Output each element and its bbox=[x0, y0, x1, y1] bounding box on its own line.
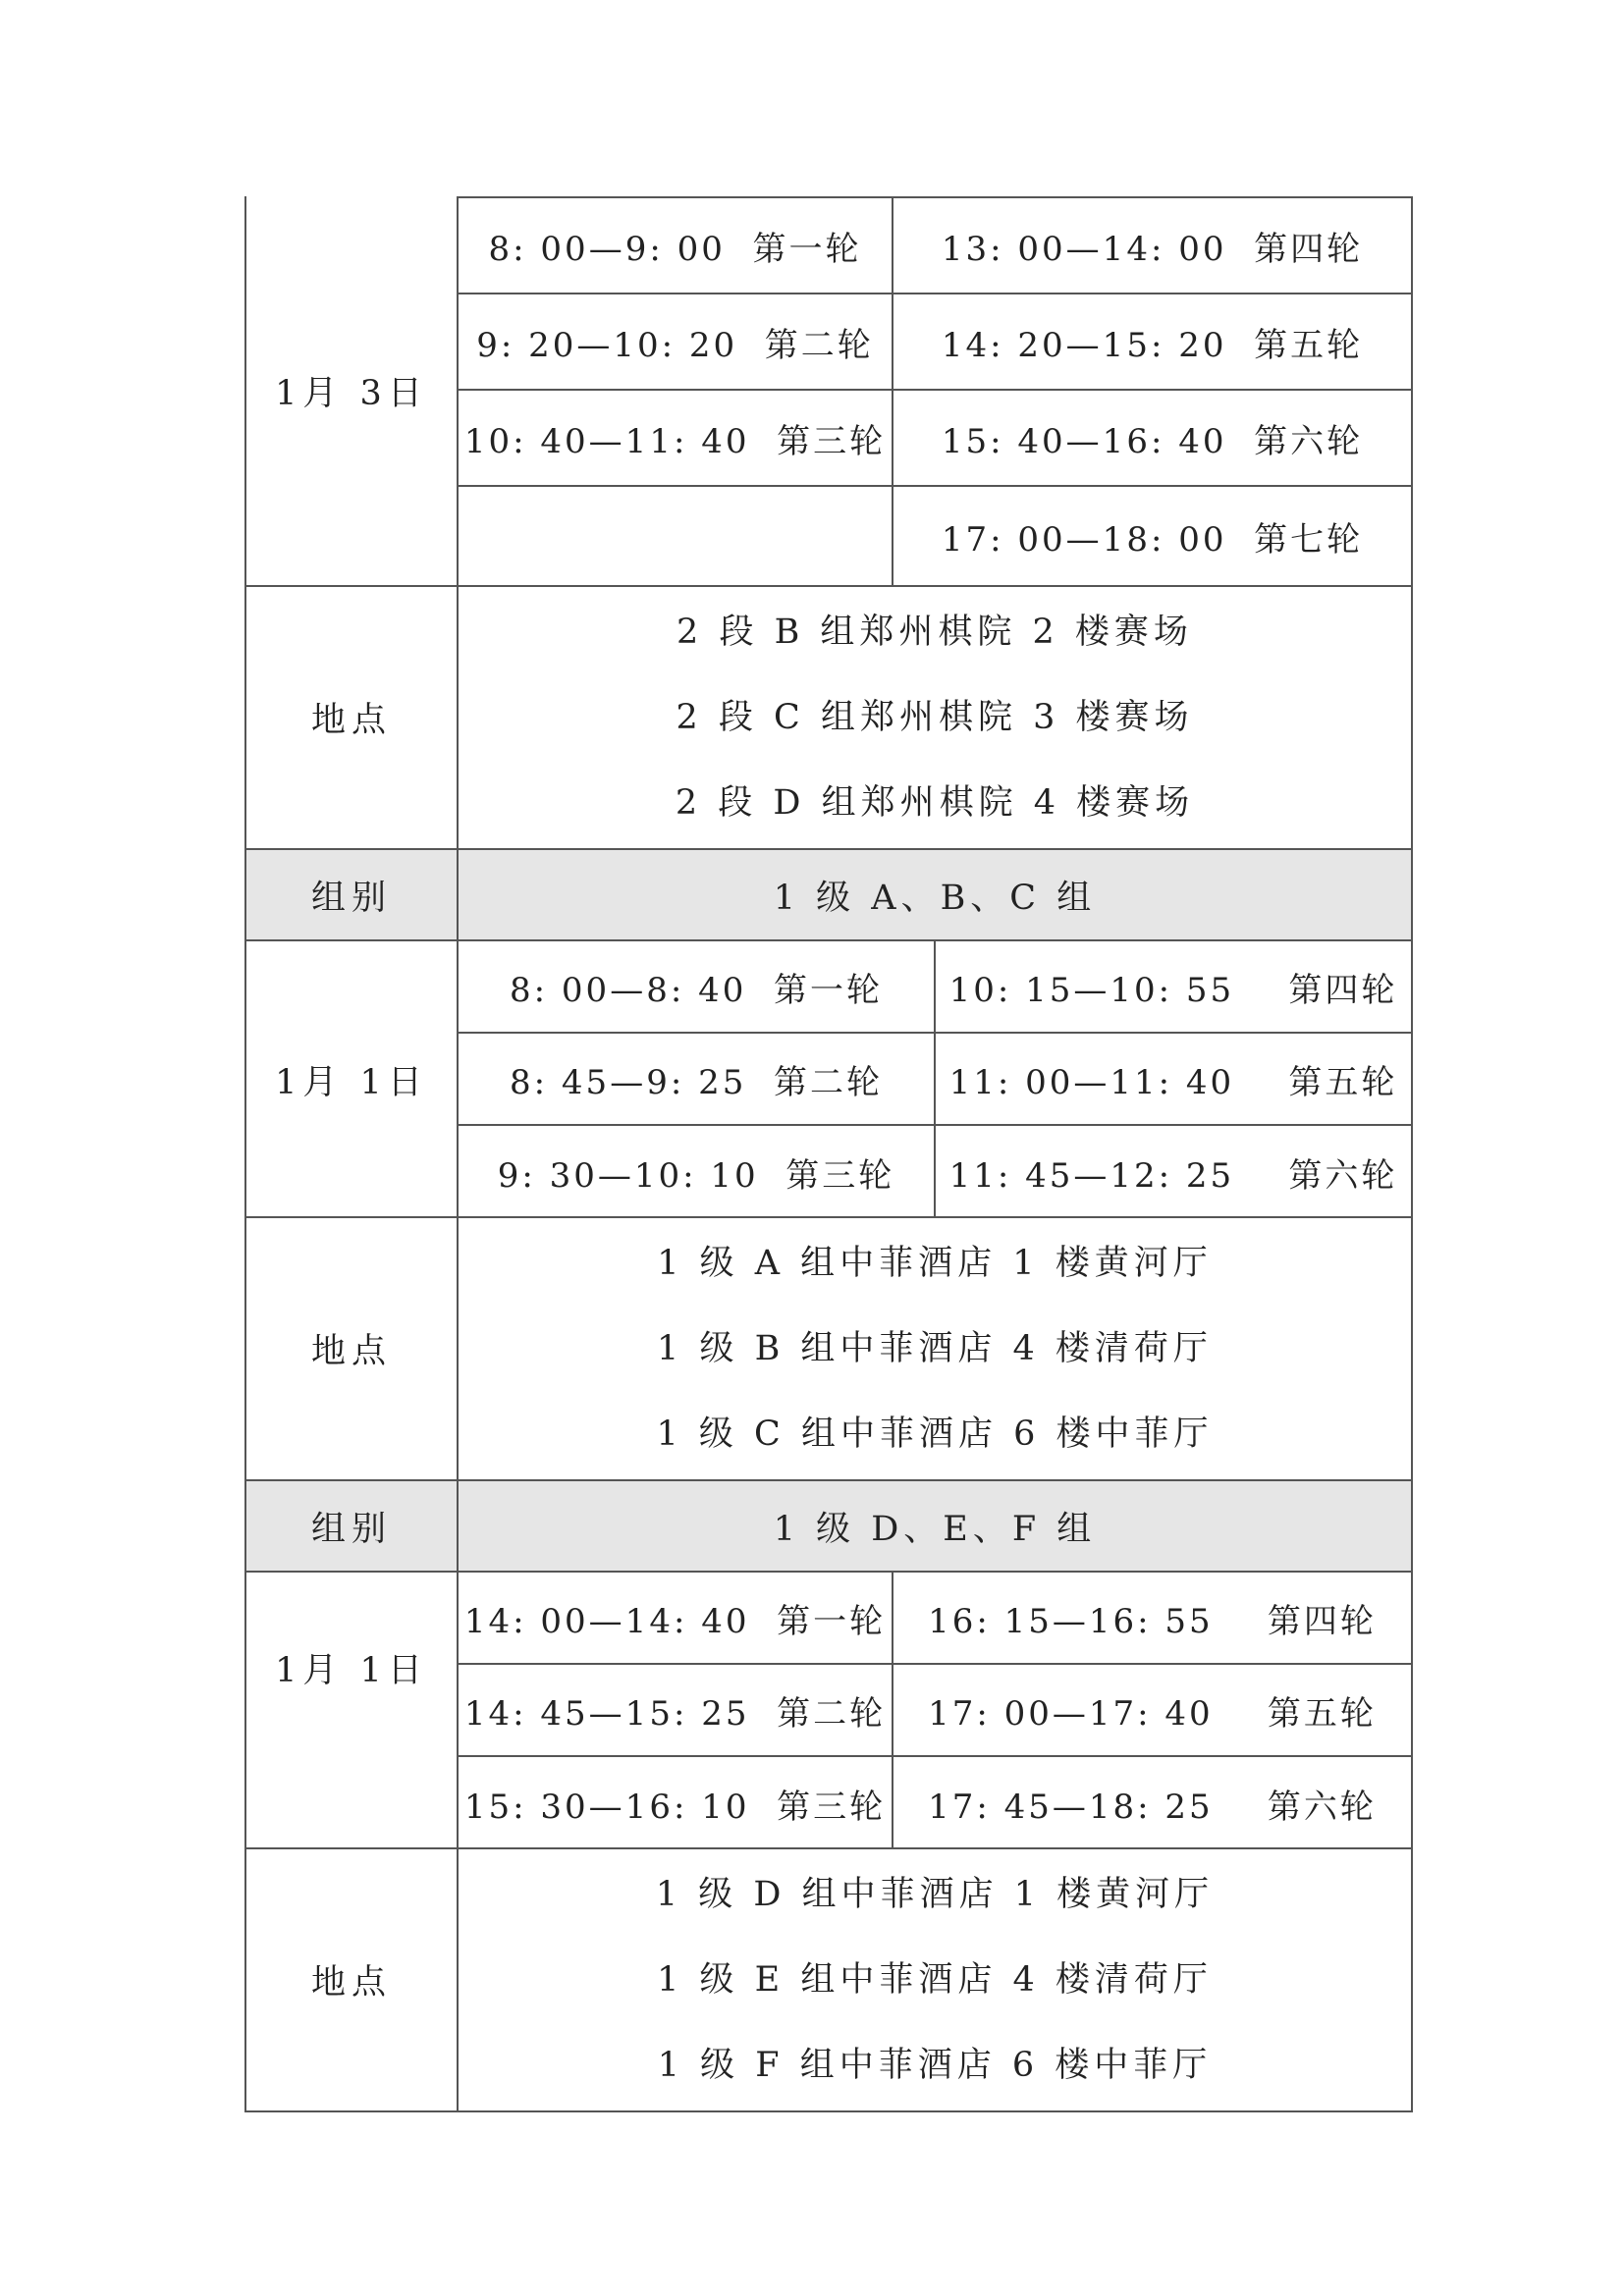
schedule-row bbox=[459, 941, 1411, 1034]
round-time-cell: 8: 00—9: 00 第一轮 bbox=[459, 198, 893, 293]
schedule-row bbox=[459, 1573, 1411, 1665]
date-label: 1月 1日 bbox=[246, 941, 459, 1218]
venue-line: 2 段 C 组郑州棋院 3 楼赛场 bbox=[676, 697, 1194, 737]
group-value: 1 级 A、B、C 组 bbox=[459, 850, 1411, 939]
round-time-cell: 11: 45—12: 25 第六轮 bbox=[948, 1155, 1398, 1196]
venue-list bbox=[459, 1218, 1411, 1479]
round-time-cell: 8: 45—9: 25 第二轮 bbox=[459, 1034, 936, 1124]
schedule-block-abc bbox=[244, 941, 1413, 1218]
schedule-row bbox=[459, 1665, 1411, 1757]
round-time-cell: 14: 20—15: 20 第五轮 bbox=[941, 325, 1364, 365]
venue-line: 1 级 E 组中菲酒店 4 楼清荷厅 bbox=[657, 1959, 1213, 2000]
venue-line: 1 级 B 组中菲酒店 4 楼清荷厅 bbox=[657, 1328, 1213, 1368]
round-time-cell: 17: 45—18: 25 第六轮 bbox=[928, 1787, 1377, 1827]
round-time-cell: 16: 15—16: 55 第四轮 bbox=[928, 1601, 1377, 1641]
schedule-row bbox=[459, 1757, 1411, 1849]
venue-block-jan3 bbox=[244, 587, 1413, 850]
date-label: 1月 1日 bbox=[246, 1573, 459, 1849]
schedule-block-jan3 bbox=[244, 196, 1413, 587]
round-time-cell: 14: 45—15: 25 第二轮 bbox=[459, 1665, 893, 1755]
venue-label: 地点 bbox=[246, 587, 459, 848]
round-time-cell: 11: 00—11: 40 第五轮 bbox=[948, 1062, 1398, 1102]
venue-line: 1 级 A 组中菲酒店 1 楼黄河厅 bbox=[657, 1243, 1213, 1283]
round-time-cell: 13: 00—14: 00 第四轮 bbox=[941, 229, 1364, 269]
round-time-cell: 17: 00—18: 00 第七轮 bbox=[941, 519, 1364, 560]
round-time-cell: 8: 00—8: 40 第一轮 bbox=[459, 941, 936, 1032]
schedule-grid bbox=[459, 941, 1411, 1218]
schedule-row bbox=[459, 1126, 1411, 1218]
venue-label: 地点 bbox=[246, 1849, 459, 2110]
round-time-cell: 9: 30—10: 10 第三轮 bbox=[459, 1126, 936, 1218]
schedule-row bbox=[459, 294, 1411, 391]
date-label: 1月 3日 bbox=[246, 196, 459, 585]
venue-line: 1 级 C 组中菲酒店 6 楼中菲厅 bbox=[656, 1414, 1214, 1454]
round-time-cell: 14: 00—14: 40 第一轮 bbox=[459, 1573, 893, 1663]
group-label: 组别 bbox=[246, 850, 459, 939]
venue-block-abc bbox=[244, 1218, 1413, 1481]
venue-block-def bbox=[244, 1849, 1413, 2112]
venue-list bbox=[459, 587, 1411, 848]
venue-line: 1 级 F 组中菲酒店 6 楼中菲厅 bbox=[657, 2045, 1213, 2085]
schedule-grid bbox=[459, 196, 1411, 585]
schedule-block-def bbox=[244, 1573, 1413, 1849]
round-time-cell bbox=[459, 487, 893, 585]
schedule-row bbox=[459, 198, 1411, 294]
schedule-table bbox=[244, 196, 1413, 2112]
schedule-row bbox=[459, 391, 1411, 487]
round-time-cell: 15: 40—16: 40 第六轮 bbox=[941, 421, 1364, 461]
venue-line: 2 段 D 组郑州棋院 4 楼赛场 bbox=[675, 782, 1195, 823]
round-time-cell: 10: 15—10: 55 第四轮 bbox=[948, 970, 1398, 1010]
group-label: 组别 bbox=[246, 1481, 459, 1571]
schedule-row bbox=[459, 487, 1411, 585]
group-value: 1 级 D、E、F 组 bbox=[459, 1481, 1411, 1571]
schedule-row bbox=[459, 1034, 1411, 1126]
group-header-def bbox=[244, 1481, 1413, 1573]
venue-line: 2 段 B 组郑州棋院 2 楼赛场 bbox=[677, 612, 1193, 652]
round-time-cell: 9: 20—10: 20 第二轮 bbox=[459, 294, 893, 389]
venue-line: 1 级 D 组中菲酒店 1 楼黄河厅 bbox=[655, 1874, 1215, 1914]
round-time-cell: 17: 00—17: 40 第五轮 bbox=[928, 1693, 1377, 1734]
venue-label: 地点 bbox=[246, 1218, 459, 1479]
group-header-abc bbox=[244, 850, 1413, 941]
schedule-grid bbox=[459, 1573, 1411, 1849]
round-time-cell: 10: 40—11: 40 第三轮 bbox=[459, 391, 893, 485]
venue-list bbox=[459, 1849, 1411, 2110]
round-time-cell: 15: 30—16: 10 第三轮 bbox=[459, 1757, 893, 1849]
